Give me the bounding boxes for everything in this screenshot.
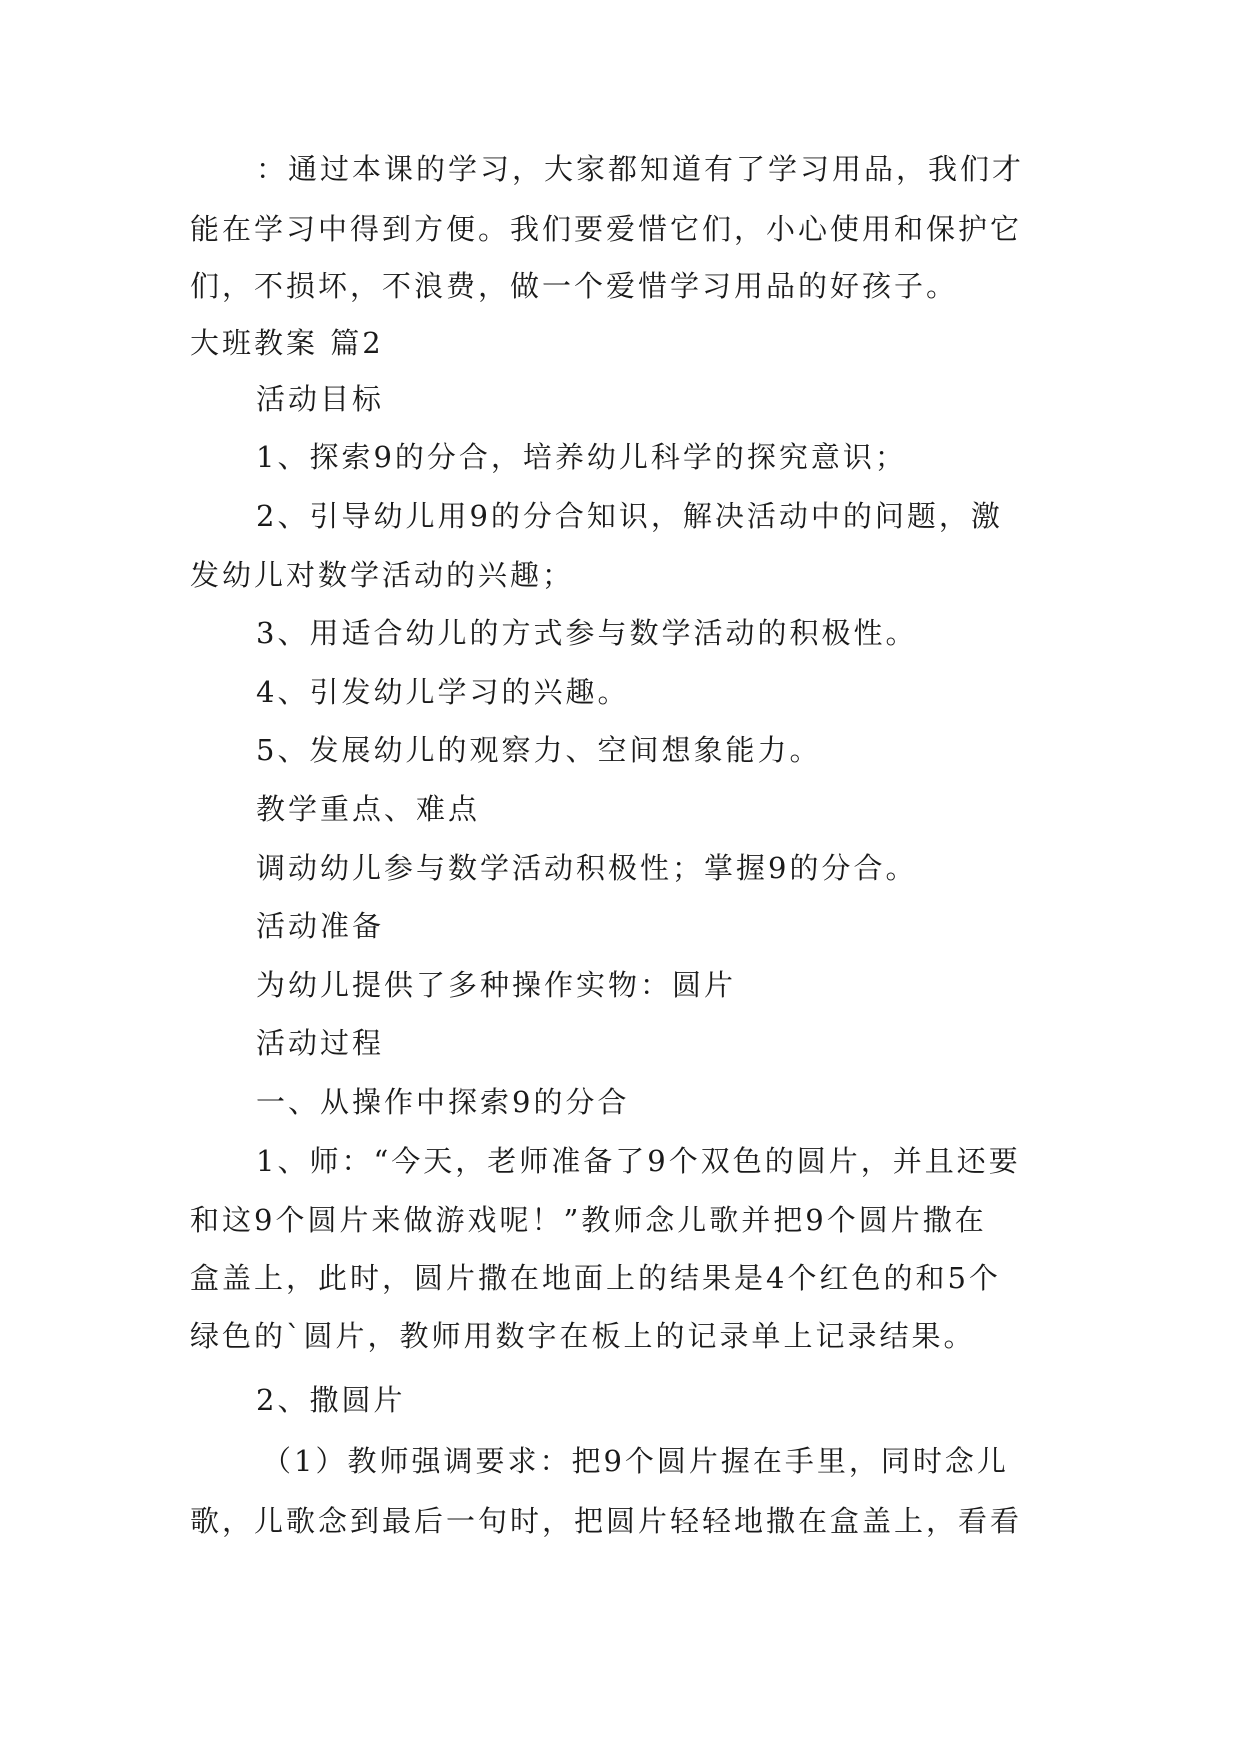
process-line-1: 1、师：“今天，老师准备了9个双色的圆片，并且还要: [256, 1144, 1021, 1178]
process-line-2: 和这9个圆片来做游戏呢！”教师念儿歌并把9个圆片撒在: [190, 1203, 987, 1237]
process-line-3: 盒盖上，此时，圆片撒在地面上的结果是4个红色的和5个: [190, 1261, 1001, 1295]
intro-line-2: 能在学习中得到方便。我们要爱惜它们，小心使用和保护它: [190, 212, 1023, 246]
goal-item-1: 1、探索9的分合，培养幼儿科学的探究意识；: [256, 440, 907, 474]
goal-item-2: 2、引导幼儿用9的分合知识，解决活动中的问题，激: [256, 499, 1003, 533]
section-title: 大班教案 篇2: [190, 326, 384, 360]
prep-heading: 活动准备: [256, 909, 385, 943]
intro-line-1: ：通过本课的学习，大家都知道有了学习用品，我们才: [256, 152, 1025, 186]
sub-step-title: 2、撒圆片: [256, 1383, 406, 1417]
sub-step-line-1: （1）教师强调要求：把9个圆片握在手里，同时念儿: [262, 1444, 1009, 1478]
prep-text: 为幼儿提供了多种操作实物：圆片: [256, 968, 737, 1002]
goals-heading: 活动目标: [256, 382, 385, 416]
goal-item-2-cont: 发幼儿对数学活动的兴趣；: [190, 558, 575, 592]
goal-item-3: 3、用适合幼儿的方式参与数学活动的积极性。: [256, 616, 918, 650]
goal-item-4: 4、引发幼儿学习的兴趣。: [256, 675, 630, 709]
sub-step-line-2: 歌，儿歌念到最后一句时，把圆片轻轻地撒在盒盖上，看看: [190, 1504, 1023, 1538]
intro-line-3: 们，不损坏，不浪费，做一个爱惜学习用品的好孩子。: [190, 269, 959, 303]
process-step-title: 一、从操作中探索9的分合: [256, 1085, 630, 1119]
process-line-4: 绿色的`圆片，教师用数字在板上的记录单上记录结果。: [190, 1319, 976, 1353]
goal-item-5: 5、发展幼儿的观察力、空间想象能力。: [256, 733, 822, 767]
key-heading: 教学重点、难点: [256, 792, 481, 826]
process-heading: 活动过程: [256, 1026, 385, 1060]
key-text: 调动幼儿参与数学活动积极性；掌握9的分合。: [256, 851, 918, 885]
